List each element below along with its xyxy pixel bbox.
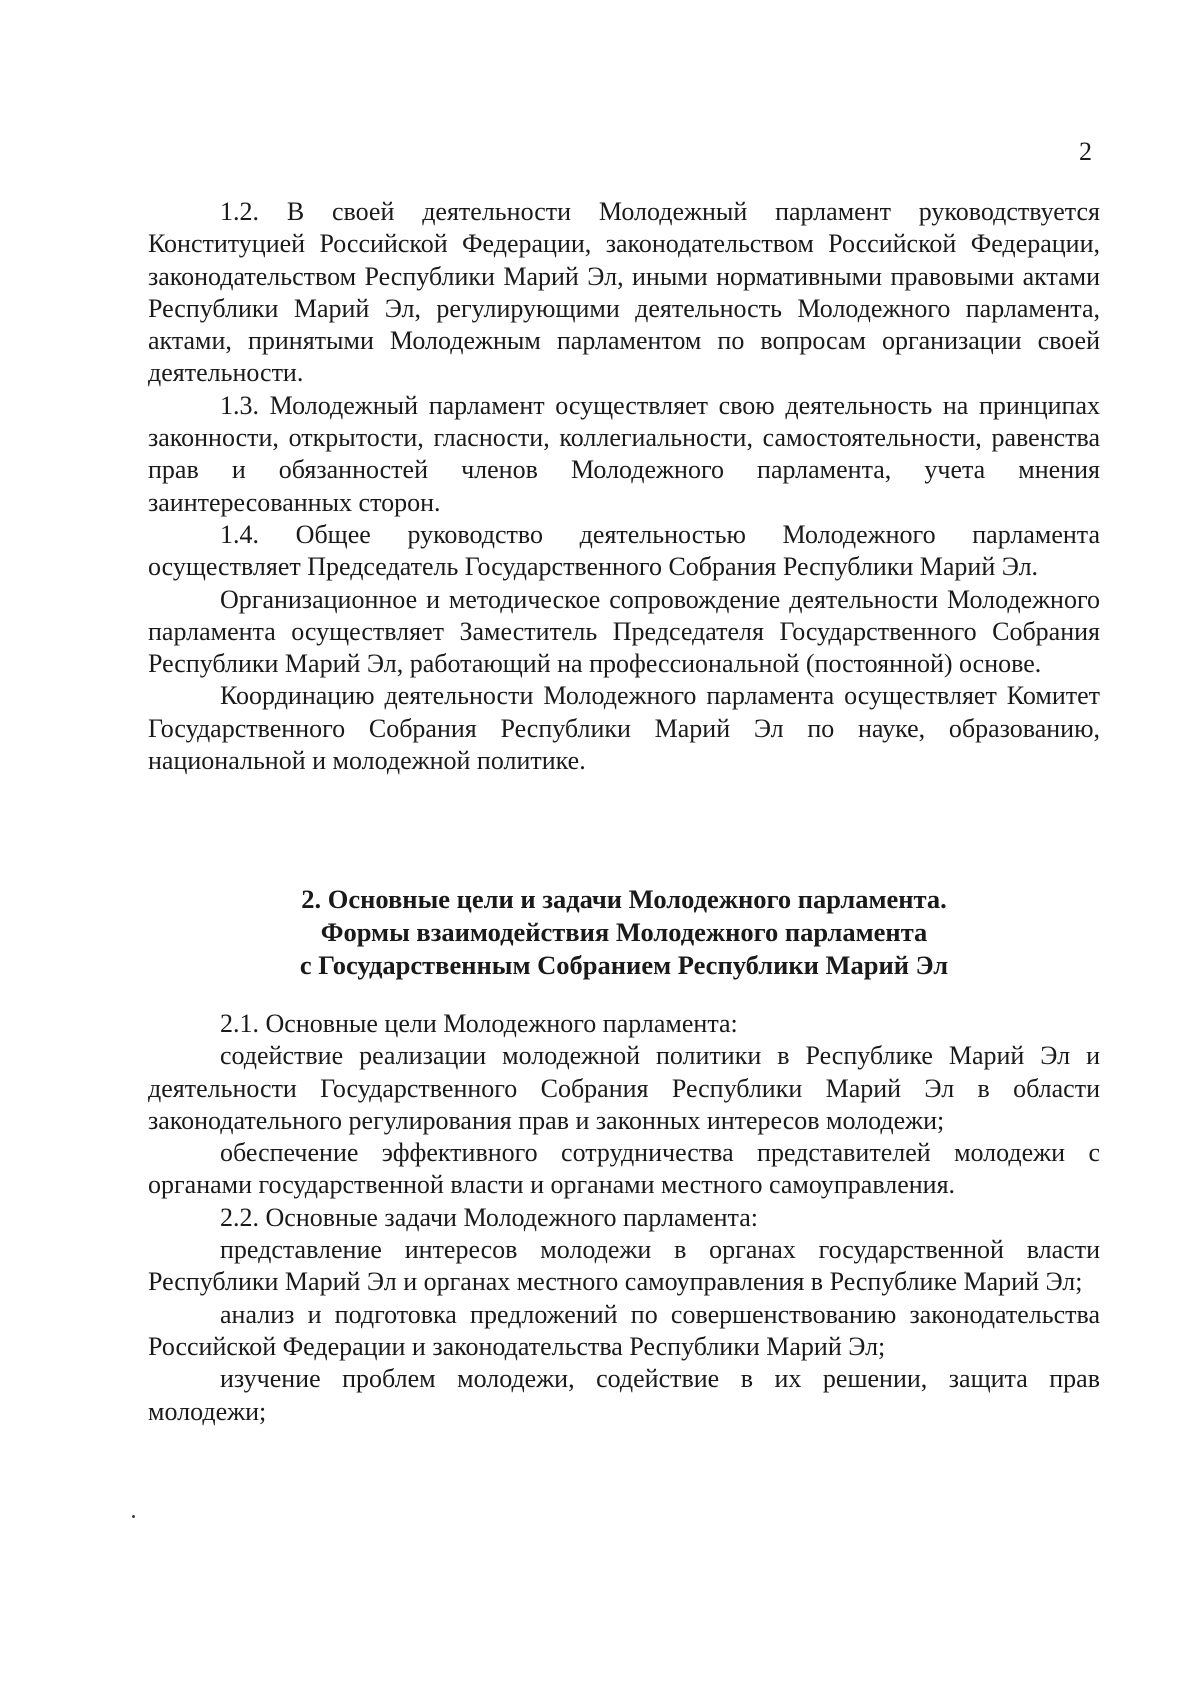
task-item-3: изучение проблем молодежи, содействие в их решении, защита прав молодежи; <box>148 1364 1100 1426</box>
task-item-2: анализ и подготовка предложений по совершенствованию законодательства Российской Федерации и законодательства Республики Марий Эл; <box>148 1299 1100 1361</box>
page-number: 2 <box>1079 137 1092 166</box>
section-heading-line-2: Формы взаимодействия Молодежного парламента <box>320 917 928 947</box>
paragraph-2-1: 2.1. Основные цели Молодежного парламента: <box>220 1009 738 1038</box>
section-2-heading <box>148 883 1100 982</box>
task-item-1: представление интересов молодежи в органах государственной власти Республики Марий Эл и органах местного самоуправления в Республике Марий Эл; <box>148 1235 1100 1297</box>
paragraph-1-4: 1.4. Общее руководство деятельностью Молодежного парламента осуществляет Председатель Государственного Собрания Республики Марий Эл. <box>148 519 1100 582</box>
paragraph-organizational-support: Организационное и методическое сопровождение деятельности Молодежного парламента осуществляет Заместитель Председателя Государственного Собрания Республики Марий Эл, работающий на профессиональной (постоянной) основе. <box>148 584 1100 679</box>
paragraph-coordination: Координацию деятельности Молодежного парламента осуществляет Комитет Государственного Собрания Республики Марий Эл по науке, образованию, национальной и молодежной политике. <box>148 681 1100 776</box>
section-heading-line-3: с Государственным Собранием Республики Марий Эл <box>299 950 949 980</box>
paragraph-1-2: 1.2. В своей деятельности Молодежный парламент руководствуется Конституцией Российской Федерации, законодательством Российской Федерации, законодательством Республики Марий Эл, иными нормативными правовыми актами Республики Марий Эл, регулирующими деятельность Молодежного парламента, актами, принятыми Молодежным парламентом по вопросам организации своей деятельности. <box>148 197 1100 388</box>
intro-paragraphs <box>148 196 1100 777</box>
goal-item-1: содействие реализации молодежной политики в Республике Марий Эл и деятельности Государственного Собрания Республики Марий Эл в области законодательного регулирования прав и законных интересов молодежи; <box>148 1041 1100 1135</box>
paragraph-2-2: 2.2. Основные задачи Молодежного парламента: <box>220 1202 758 1232</box>
section-heading-line-1: 2. Основные цели и задачи Молодежного парламента. <box>301 884 947 914</box>
goal-item-2: обеспечение эффективного сотрудничества представителей молодежи с органами государственной власти и органами местного самоуправления. <box>148 1138 1100 1200</box>
paragraph-1-3: 1.3. Молодежный парламент осуществляет свою деятельность на принципах законности, открытости, гласности, коллегиальности, самостоятельности, равенства прав и обязанностей членов Молодежного парламента, учета мнения заинтересованных сторон. <box>148 390 1100 517</box>
section-2-paragraphs <box>148 1008 1100 1428</box>
scan-speck <box>132 1515 135 1518</box>
